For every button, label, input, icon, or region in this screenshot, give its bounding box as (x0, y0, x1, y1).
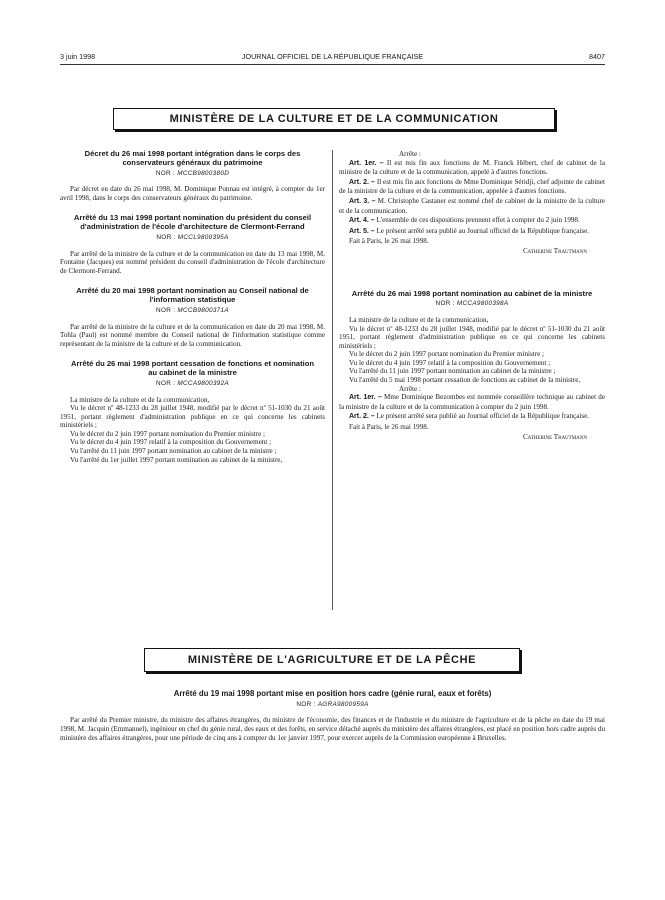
visa-line: Vu l'arrêté du 5 mai 1998 portant cessation de fonctions au cabinet de la ministre, (349, 376, 581, 385)
ministry-culture-heading: MINISTÈRE DE LA CULTURE ET DE LA COMMUNICATION (113, 108, 555, 130)
visa-line: Vu le décret nº 48-1233 du 28 juillet 1948, modifié par le décret nº 51-1030 du 21 août 1951, portant règlement d'administration publique en ce qui concerne les cabinets ministériels ; (60, 404, 325, 430)
article: Art. 1er. – Mme Dominique Bezombes est nommée conseillère technique au cabinet de la ministre de la culture et de la communication à compter du 2 juin 1998. (339, 393, 605, 411)
article: Art. 4. – L'ensemble de ces dispositions prennent effet à compter du 2 juin 1998. (349, 216, 580, 225)
visa-line: Vu l'arrêté du 11 juin 1997 portant nomination au cabinet de la ministre ; (70, 447, 277, 456)
visa-line: Vu le décret nº 48-1233 du 28 juillet 1948, modifié par le décret nº 51-1030 du 21 août 1951, portant règlement d'administration publique en ce qui concerne les cabinets ministériels ; (339, 324, 605, 350)
visa-line: La ministre de la culture et de la communication, (349, 315, 489, 324)
section-title: Décret du 26 mai 1998 portant intégration dans le corps des conservateurs généraux du patrimoine (84, 149, 301, 167)
section-arrete-tohla (60, 287, 325, 348)
visa-line: Vu l'arrêté du 1er juillet 1997 portant nomination au cabinet de la ministre, (70, 455, 283, 464)
signature: Catherine Trautmann (522, 432, 587, 441)
arrete-label: Arrête : (399, 384, 421, 393)
page-header (60, 52, 605, 64)
section-body: Par décret en date du 26 mai 1998, M. Dominique Ponnau est intégré, à compter du 1er avril 1998, dans le corps des conservateurs généraux du patrimoine. (60, 185, 325, 202)
done-at: Fait à Paris, le 26 mai 1998. (349, 423, 429, 432)
journal-name: JOURNAL OFFICIEL DE LA RÉPUBLIQUE FRANÇAISE (241, 52, 424, 61)
section-title: Arrêté du 19 mai 1998 portant mise en position hors cadre (génie rural, eaux et forêts) (173, 689, 492, 698)
left-column (60, 150, 325, 476)
nor-reference: NOR : MCCL9800395A (156, 233, 229, 241)
section-arrete-jacquin (60, 690, 605, 742)
section-body: Par arrêté de la ministre de la culture et de la communication en date du 13 mai 1998, M. Fontaine (Jacques) est nommé président du conseil d'administration de l'école d'architecture de Clermont-Ferrand. (60, 249, 325, 275)
visa-line: Vu l'arrêté du 11 juin 1997 portant nomination au cabinet de la ministre ; (349, 367, 556, 376)
right-column (339, 150, 605, 453)
page-number: 8407 (589, 52, 605, 61)
done-at: Fait à Paris, le 26 mai 1998. (349, 237, 429, 246)
issue-date: 3 juin 1998 (60, 52, 96, 61)
nor-reference: NOR : MCCA9800392A (156, 379, 229, 387)
visa-line: Vu le décret du 2 juin 1997 portant nomination du Premier ministre ; (70, 429, 266, 438)
column-separator (332, 150, 333, 610)
arrete-label: Arrête : (399, 150, 421, 158)
header-rule (60, 64, 605, 65)
nor-reference: NOR : AGRA9800959A (296, 700, 369, 708)
section-arrete-nomination (339, 290, 605, 442)
section-arrete-cessation (60, 360, 325, 464)
section-title: Arrêté du 20 mai 1998 portant nomination au Conseil national de l'information statistique (76, 286, 309, 305)
article: Art. 5. – Le présent arrêté sera publié au Journal officiel de la République française. (349, 226, 590, 235)
section-title: Arrêté du 13 mai 1998 portant nomination du président du conseil d'administration de l'école d'architecture de Clermont-Ferrand (73, 213, 312, 232)
ministry-agriculture-heading: MINISTÈRE DE L'AGRICULTURE ET DE LA PÊCHE (144, 648, 520, 672)
nor-reference: NOR : MCCB9800380D (155, 169, 230, 177)
section-title: Arrêté du 26 mai 1998 portant cessation de fonctions et nomination au cabinet de la ministre (70, 359, 315, 378)
nor-reference: NOR : MCCB9800371A (156, 306, 229, 314)
section-title: Arrêté du 26 mai 1998 portant nomination au cabinet de la ministre (351, 288, 593, 298)
section-body: Par arrêté de la ministre de la culture et de la communication en date du 20 mai 1998, M. Tohla (Paul) est nommé membre du Conseil national de l'information statistique comme représentant de la ministre de la culture et de la communication. (60, 322, 325, 348)
section-arrete-fontaine (60, 214, 325, 275)
visa-line: Vu le décret du 4 juin 1997 relatif à la composition du Gouvernement ; (70, 438, 272, 447)
signature: Catherine Trautmann (522, 246, 587, 255)
article: Art. 2. – Il est mis fin aux fonctions de Mme Dominique Séridji, chef adjointe de cabinet de la ministre de la culture et de la communication, appelée à d'autres fonctions. (339, 177, 605, 196)
visa-line: Vu le décret du 4 juin 1997 relatif à la composition du Gouvernement ; (349, 358, 551, 367)
article: Art. 3. – M. Christophe Castaner est nommé chef de cabinet de la ministre de la culture et de la communication. (339, 196, 605, 215)
articles-cessation (339, 150, 605, 256)
article: Art. 1er. – Il est mis fin aux fonctions de M. Franck Hébert, chef de cabinet de la ministre de la culture et de la communication, appelé à d'autres fonctions. (339, 158, 605, 177)
nor-reference: NOR : MCCA9800398A (435, 300, 509, 308)
section-body: Par arrêté du Premier ministre, du ministre des affaires étrangères, du ministre de l'économie, des finances et de l'industrie et du ministre de l'agriculture et de la pêche en date du 19 mai 1998, M. Jacquin (Emmanuel), ingénieur en chef du génie rural, des eaux et des forêts, en service détaché auprès du ministère des affaires étrangères, est placé en position hors cadre auprès du ministère des affaires étrangères, pour une période de cinq ans à compter du 1er janvier 1997, pour exercer auprès de la Commission européenne à Bruxelles. (60, 716, 605, 742)
visa-line: Vu le décret du 2 juin 1997 portant nomination du Premier ministre ; (349, 350, 545, 359)
visa-line: La ministre de la culture et de la communication, (70, 395, 210, 404)
section-decret-ponnau (60, 150, 325, 202)
article: Art. 2. – Le présent arrêté sera publié au Journal officiel de la République française. (349, 412, 590, 421)
